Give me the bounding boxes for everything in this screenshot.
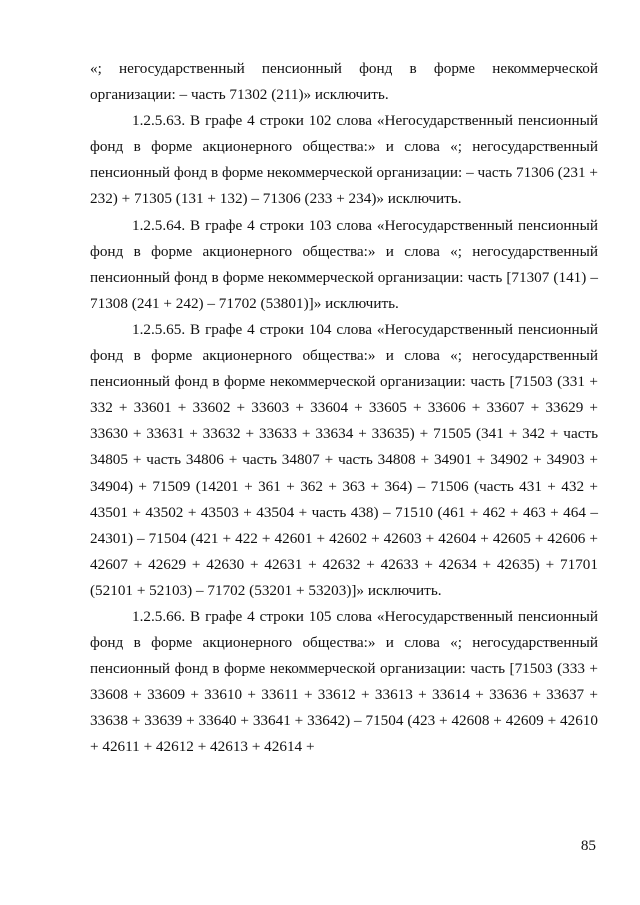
paragraph-1-2-5-66: 1.2.5.66. В графе 4 строки 105 слова «Негосударственный пенсионный фонд в форме акционерного общества:» и слова «; негосударственный пенсионный фонд в форме некоммерческой организации: часть [71503 (333 + 33608 + 33609 + 33610 + 33611 + 33612 + 33613 + 33614 + 33636 + 33637 + 33638 + 33639 + 33640 + 33641 + 33642) – 71504 (423 + 42608 + 42609 + 42610 + 42611 + 42612 + 42613 + 42614 + (90, 607, 598, 756)
document-body (90, 56, 598, 761)
paragraph-continuation: «; негосударственный пенсионный фонд в форме некоммерческой организации: – часть 71302 (211)» исключить. (90, 60, 598, 104)
paragraph-1-2-5-63: 1.2.5.63. В графе 4 строки 102 слова «Негосударственный пенсионный фонд в форме акционерного общества:» и слова «; негосударственный пенсионный фонд в форме некоммерческой организации: – часть 71306 (231 + 232) + 71305 (131 + 132) – 71306 (233 + 234)» исключить. (90, 112, 598, 208)
page-number: 85 (580, 837, 596, 854)
paragraph-1-2-5-65: 1.2.5.65. В графе 4 строки 104 слова «Негосударственный пенсионный фонд в форме акционерного общества:» и слова «; негосударственный пенсионный фонд в форме некоммерческой организации: часть [71503 (331 + 332 + 33601 + 33602 + 33603 + 33604 + 33605 + 33606 + 33607 + 33629 + 33630 + 33631 + 33632 + 33633 + 33634 + 33635) + 71505 (341 + 342 + часть 34805 + часть 34806 + часть 34807 + часть 34808 + 34901 + 34902 + 34903 + 34904) + 71509 (14201 + 361 + 362 + 363 + 364) – 71506 (часть 431 + 432 + 43501 + 43502 + 43503 + 43504 + часть 438) – 71510 (461 + 462 + 463 + 464 – 24301) – 71504 (421 + 422 + 42601 + 42602 + 42603 + 42604 + 42605 + 42606 + 42607 + 42629 + 42630 + 42631 + 42632 + 42633 + 42634 + 42635) + 71701 (52101 + 52103) – 71702 (53201 + 53203)]» исключить. (90, 320, 598, 599)
paragraph-1-2-5-64: 1.2.5.64. В графе 4 строки 103 слова «Негосударственный пенсионный фонд в форме акционерного общества:» и слова «; негосударственный пенсионный фонд в форме некоммерческой организации: часть [71307 (141) – 71308 (241 + 242) – 71702 (53801)]» исключить. (90, 216, 598, 312)
